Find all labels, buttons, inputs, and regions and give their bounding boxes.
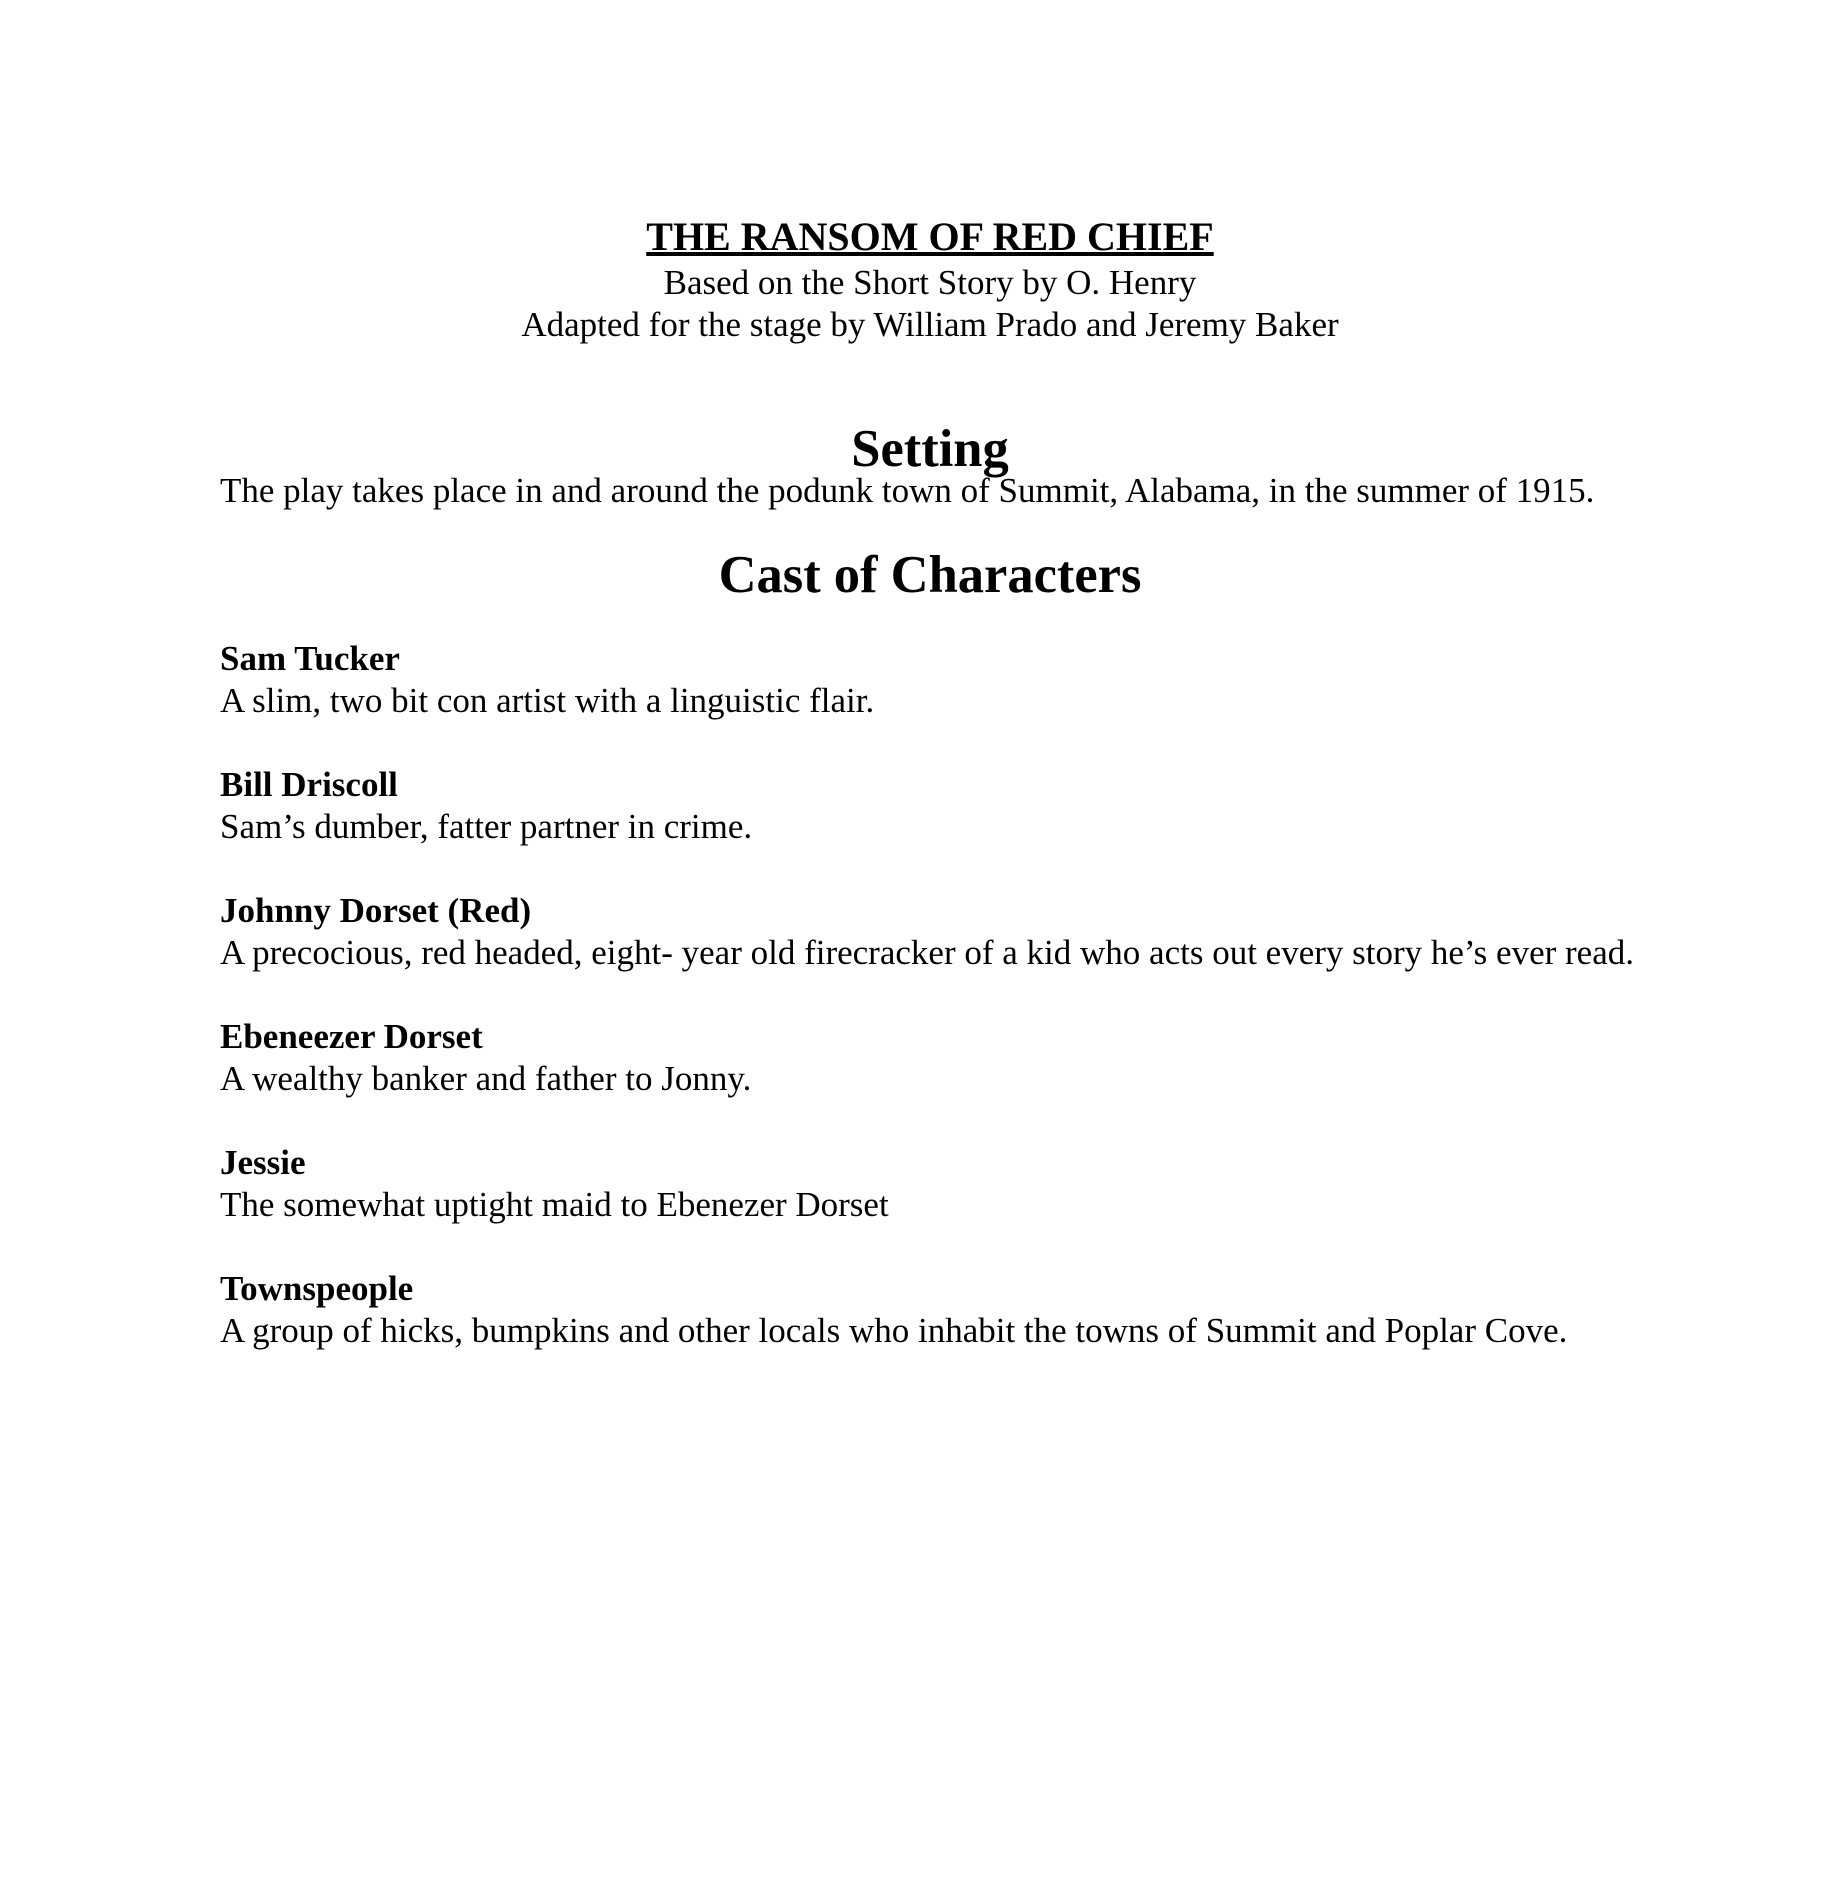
character-entry <box>220 890 1640 974</box>
character-name: Townspeople <box>220 1269 414 1308</box>
character-description: A group of hicks, bumpkins and other locals who inhabit the towns of Summit and Poplar Cove. <box>220 1311 1568 1350</box>
source-credit: Based on the Short Story by O. Henry <box>663 263 1197 302</box>
character-description: A wealthy banker and father to Jonny. <box>220 1059 752 1098</box>
character-entry <box>220 764 1640 848</box>
play-title: THE RANSOM OF RED CHIEF <box>646 214 1214 259</box>
character-entry <box>220 638 1640 722</box>
setting-text: The play takes place in and around the podunk town of Summit, Alabama, in the summer of 1915. <box>220 471 1595 510</box>
document-body <box>220 212 1640 1352</box>
character-description: The somewhat uptight maid to Ebenezer Dorset <box>220 1185 889 1224</box>
character-name: Jessie <box>220 1143 306 1182</box>
character-name: Ebeneezer Dorset <box>220 1017 483 1056</box>
character-description: Sam’s dumber, fatter partner in crime. <box>220 807 753 846</box>
character-name: Johnny Dorset (Red) <box>220 891 532 930</box>
character-name: Sam Tucker <box>220 639 400 678</box>
character-entry <box>220 1142 1640 1226</box>
cast-heading: Cast of Characters <box>718 546 1142 604</box>
character-entry <box>220 1016 1640 1100</box>
setting-heading: Setting <box>851 420 1009 478</box>
character-name: Bill Driscoll <box>220 765 398 804</box>
cast-list <box>220 638 1640 1352</box>
adaptation-credit: Adapted for the stage by William Prado and Jeremy Baker <box>521 305 1339 344</box>
character-entry <box>220 1268 1640 1352</box>
character-description: A precocious, red headed, eight- year old firecracker of a kid who acts out every story he’s ever read. <box>220 933 1634 972</box>
character-description: A slim, two bit con artist with a linguistic flair. <box>220 681 875 720</box>
